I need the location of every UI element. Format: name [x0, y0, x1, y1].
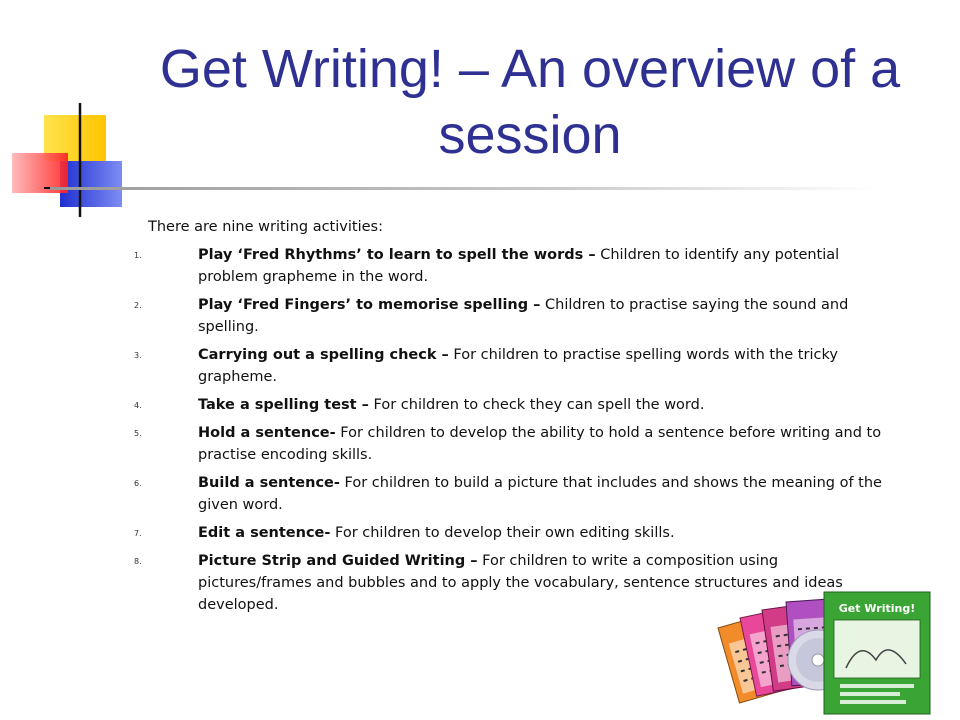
green-book-cover [824, 592, 930, 714]
item-number: 7. [134, 529, 142, 538]
item-number: 6. [134, 479, 142, 488]
item-number: 2. [134, 301, 142, 310]
item-heading: Hold a sentence- [198, 425, 336, 441]
list-item [134, 244, 894, 288]
item-description: Children to practise saying the sound and spelling. [198, 297, 849, 335]
item-heading: Take a spelling test – [198, 397, 369, 413]
item-number: 4. [134, 401, 142, 410]
logo-blue-square [60, 161, 122, 207]
slide-title: Get Writing! – An overview of a session [159, 39, 901, 165]
slide-template-logo [0, 95, 140, 225]
item-number: 5. [134, 429, 142, 438]
list-item [134, 394, 894, 416]
item-number: 1. [134, 251, 142, 260]
item-description: For children to practise spelling words with the tricky grapheme. [198, 347, 838, 385]
item-heading: Picture Strip and Guided Writing – [198, 553, 478, 569]
item-heading: Carrying out a spelling check – [198, 347, 449, 363]
activities-list [134, 244, 894, 622]
item-heading: Play ‘Fred Fingers’ to memorise spelling – [198, 297, 541, 313]
title-divider [50, 187, 880, 190]
item-heading: Build a sentence- [198, 475, 340, 491]
item-description: For children to develop their own editing skills. [330, 525, 675, 541]
list-item [134, 294, 894, 338]
item-heading: Play ‘Fred Rhythms’ to learn to spell the words – [198, 247, 596, 263]
list-item [134, 344, 894, 388]
intro-text: There are nine writing activities: [148, 219, 383, 235]
item-description: For children to write a composition using pictures/frames and bubbles and to apply the vocabulary, sentence structures and ideas developed. [198, 553, 843, 613]
get-writing-books-image [706, 588, 934, 716]
book-cover-title: Get Writing! [838, 602, 916, 615]
item-heading: Edit a sentence- [198, 525, 331, 541]
list-item [134, 422, 894, 466]
list-item [134, 522, 894, 544]
item-description: For children to develop the ability to hold a sentence before writing and to practise encoding skills. [198, 425, 882, 463]
list-item [134, 472, 894, 516]
item-description: For children to build a picture that includes and shows the meaning of the given word. [198, 475, 882, 513]
item-description: Children to identify any potential problem grapheme in the word. [198, 247, 840, 285]
item-number: 3. [134, 351, 142, 360]
item-number: 8. [134, 557, 142, 566]
item-description: For children to check they can spell the word. [368, 397, 705, 413]
